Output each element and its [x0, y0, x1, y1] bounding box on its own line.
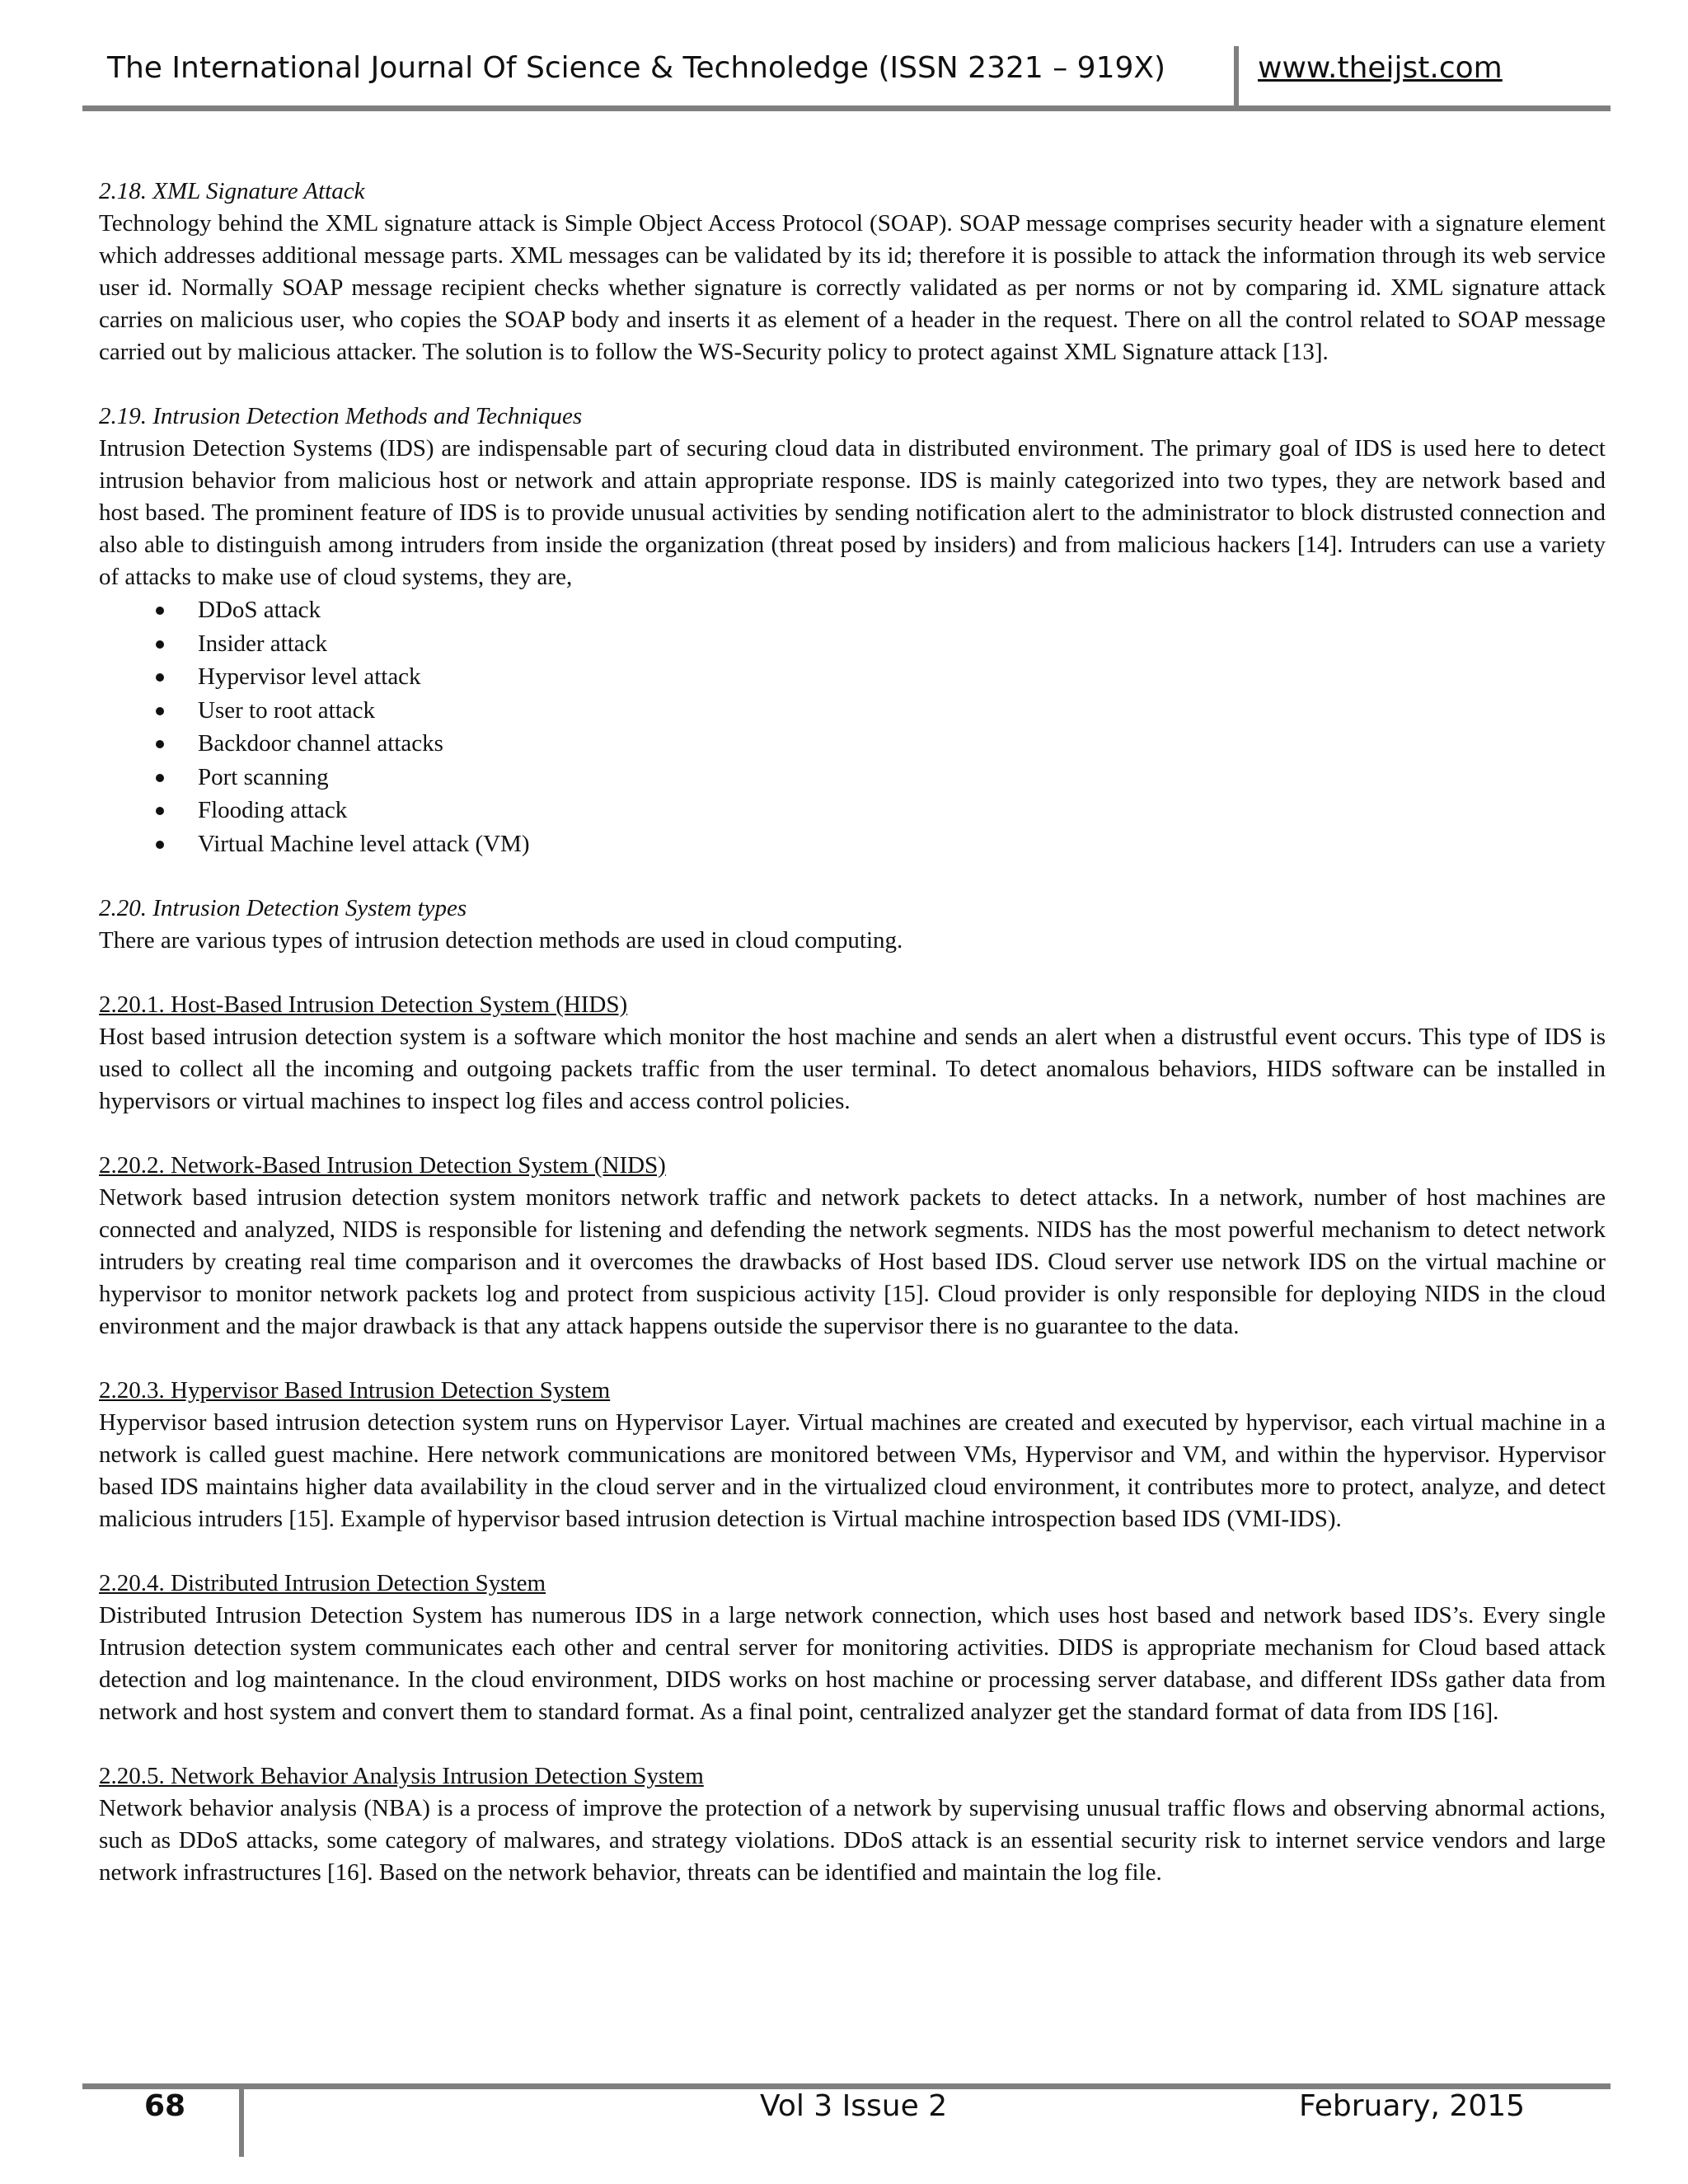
section-paragraph: Hypervisor based intrusion detection system runs on Hypervisor Layer. Virtual machines are created and executed by hypervisor, each virtual machine in a network is called guest machine. Here network communications are monitored between VMs, Hypervisor and VM, and within the hypervisor. Hypervisor based IDS maintains higher data availability in the cloud server and in the virtualized cloud environment, it contributes more to protect, analyze, and detect malicious intruders [15]. Example of hypervisor based intrusion detection is Virtual machine introspection based IDS (VMI-IDS). [99, 1409, 1606, 1532]
subsection-heading: 2.20.5. Network Behavior Analysis Intrusion Detection System [99, 1763, 704, 1789]
section-paragraph: Network behavior analysis (NBA) is a process of improve the protection of a network by supervising unusual traffic flows and observing abnormal actions, such as DDoS attacks, some category of malwares, and strategy violations. DDoS attack is an essential security risk to internet service vendors and large network infrastructures [16]. Based on the network behavior, threats can be identified and maintain the log file. [99, 1795, 1606, 1886]
footer-divider [239, 2086, 244, 2157]
bullet-icon [156, 707, 164, 715]
volume-issue: Vol 3 Issue 2 [760, 2089, 948, 2123]
section-paragraph: Distributed Intrusion Detection System has numerous IDS in a large network connection, which uses host based and network based IDS’s. Every single Intrusion detection system communicates each other and central server for monitoring activities. DIDS is appropriate mechanism for Cloud based attack detection and log maintenance. In the cloud environment, DIDS works on host machine or processing server database, and different IDSs gather data from network and host system and convert them to standard format. As a final point, centralized analyzer get the standard format of data from IDS [16]. [99, 1602, 1606, 1725]
section-heading: 2.19. Intrusion Detection Methods and Techniques [99, 403, 583, 429]
section-heading: 2.18. XML Signature Attack [99, 178, 365, 204]
list-item: Virtual Machine level attack (VM) [99, 827, 1606, 861]
list-item: DDoS attack [99, 593, 1606, 627]
section-2-20-2 [99, 1150, 1606, 1343]
header-rule [82, 105, 1611, 111]
list-item: Port scanning [99, 761, 1606, 794]
section-2-20 [99, 893, 1606, 957]
section-heading: 2.20. Intrusion Detection System types [99, 895, 467, 921]
section-2-19 [99, 401, 1606, 860]
article-body [99, 176, 1606, 1889]
header-divider [1234, 46, 1239, 109]
list-item: Flooding attack [99, 794, 1606, 827]
section-paragraph: Network based intrusion detection system monitors network traffic and network packets to detect attacks. In a network, number of host machines are connected and analyzed, NIDS is responsible for listening and defending the network segments. NIDS has the most powerful mechanism to detect network intruders by creating real time comparison and it overcomes the drawbacks of Host based IDS. Cloud server use network IDS on the virtual machine or hypervisor to monitor network packets log and protect from suspicious activity [15]. Cloud provider is only responsible for deploying NIDS in the cloud environment and the major drawback is that any attack happens outside the supervisor there is no guarantee to the data. [99, 1184, 1606, 1339]
section-2-20-3 [99, 1375, 1606, 1535]
subsection-heading: 2.20.2. Network-Based Intrusion Detection System (NIDS) [99, 1152, 666, 1179]
footer-rule [82, 2083, 1611, 2089]
bullet-icon [156, 673, 164, 682]
list-item: Hypervisor level attack [99, 660, 1606, 694]
section-paragraph: Host based intrusion detection system is a software which monitor the host machine and sends an alert when a distrustful event occurs. This type of IDS is used to collect all the incoming and outgoing packets traffic from the user terminal. To detect anomalous behaviors, HIDS software can be installed in hypervisors or virtual machines to inspect log files and access control policies. [99, 1024, 1606, 1114]
section-paragraph: Intrusion Detection Systems (IDS) are indispensable part of securing cloud data in distributed environment. The primary goal of IDS is used here to detect intrusion behavior from malicious host or network and attain appropriate response. IDS is mainly categorized into two types, they are network based and host based. The prominent feature of IDS is to provide unusual activities by sending notification alert to the administrator to block distrusted connection and also able to distinguish among intruders from inside the organization (threat posed by insiders) and from malicious hackers [14]. Intruders can use a variety of attacks to make use of cloud systems, they are, [99, 435, 1606, 590]
bullet-icon [156, 774, 164, 782]
publication-date: February, 2015 [1299, 2089, 1526, 2123]
section-2-20-5 [99, 1760, 1606, 1889]
bullet-icon [156, 740, 164, 748]
list-item: Insider attack [99, 627, 1606, 661]
section-paragraph: Technology behind the XML signature attack is Simple Object Access Protocol (SOAP). SOAP message comprises security header with a signature element which addresses additional message parts. XML messages can be validated by its id; therefore it is possible to attack the information through its web service user id. Normally SOAP message recipient checks whether signature is correctly validated as per norms or not by comparing id. XML signature attack carries on malicious user, who copies the SOAP body and inserts it as element of a header in the request. There on all the control related to SOAP message carried out by malicious attacker. The solution is to follow the WS-Security policy to protect against XML Signature attack [13]. [99, 210, 1606, 365]
section-paragraph: There are various types of intrusion detection methods are used in cloud computing. [99, 927, 903, 954]
bullet-icon [156, 841, 164, 849]
bullet-icon [156, 607, 164, 615]
bullet-icon [156, 807, 164, 815]
list-item: User to root attack [99, 694, 1606, 728]
attack-list [99, 593, 1606, 860]
subsection-heading: 2.20.1. Host-Based Intrusion Detection System (HIDS) [99, 991, 628, 1018]
section-2-20-1 [99, 989, 1606, 1118]
section-2-18 [99, 176, 1606, 368]
bullet-icon [156, 640, 164, 649]
journal-website-link[interactable]: www.theijst.com [1258, 51, 1503, 85]
section-2-20-4 [99, 1568, 1606, 1728]
page-number: 68 [144, 2089, 186, 2123]
subsection-heading: 2.20.4. Distributed Intrusion Detection System [99, 1570, 546, 1596]
journal-title: The International Journal Of Science & Technoledge (ISSN 2321 – 919X) [107, 51, 1166, 85]
subsection-heading: 2.20.3. Hypervisor Based Intrusion Detection System [99, 1377, 611, 1404]
list-item: Backdoor channel attacks [99, 727, 1606, 761]
